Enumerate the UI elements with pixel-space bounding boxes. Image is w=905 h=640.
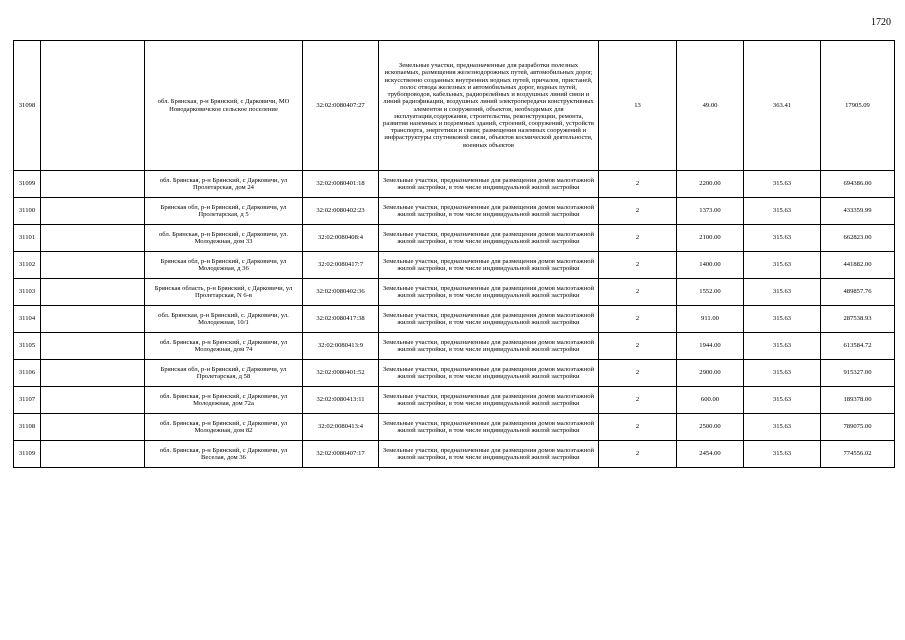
area-cell: 1944.00: [677, 333, 744, 360]
table-row: [14, 441, 895, 468]
address-cell: Брянская область, р-н Брянский, с Дарковичи, ул Пролетарская, N 6-в: [145, 279, 303, 306]
land-use-cell: Земельные участки, предназначенные для размещения домов малоэтажной жилой застройки, в том числе индивидуальной жилой застройки: [379, 387, 599, 414]
cadastral-number-cell: 32:02:0080413:9: [303, 333, 379, 360]
area-cell: 600.00: [677, 387, 744, 414]
category-cell: 2: [599, 333, 677, 360]
empty-cell: [41, 441, 145, 468]
land-use-cell: Земельные участки, предназначенные для размещения домов малоэтажной жилой застройки, в том числе индивидуальной жилой застройки: [379, 252, 599, 279]
cadastral-number-cell: 32:02:0080417:38: [303, 306, 379, 333]
land-use-cell: Земельные участки, предназначенные для размещения домов малоэтажной жилой застройки, в том числе индивидуальной жилой застройки: [379, 441, 599, 468]
empty-cell: [41, 252, 145, 279]
cadastral-value-cell: 694386.00: [821, 171, 895, 198]
land-use-cell: Земельные участки, предназначенные для размещения домов малоэтажной жилой застройки, в том числе индивидуальной жилой застройки: [379, 198, 599, 225]
land-use-cell: Земельные участки, предназначенные для размещения домов малоэтажной жилой застройки, в том числе индивидуальной жилой застройки: [379, 279, 599, 306]
cadastral-number-cell: 32:02:0080402:23: [303, 198, 379, 225]
cadastral-number-cell: 32:02:0080407:27: [303, 41, 379, 171]
category-cell: 2: [599, 171, 677, 198]
specific-value-cell: 315.63: [744, 360, 821, 387]
table-row: [14, 414, 895, 441]
row-number: 31104: [14, 306, 41, 333]
address-cell: обл. Брянская, р-н Брянский, с Дарковичи, ул Молодежная, дом 72а: [145, 387, 303, 414]
row-number: 31101: [14, 225, 41, 252]
area-cell: 49.00: [677, 41, 744, 171]
table-body: [14, 41, 895, 468]
empty-cell: [41, 171, 145, 198]
area-cell: 2500.00: [677, 414, 744, 441]
land-use-cell: Земельные участки, предназначенные для размещения домов малоэтажной жилой застройки, в том числе индивидуальной жилой застройки: [379, 360, 599, 387]
specific-value-cell: 315.63: [744, 171, 821, 198]
specific-value-cell: 315.63: [744, 225, 821, 252]
empty-cell: [41, 279, 145, 306]
cadastral-value-cell: 774556.02: [821, 441, 895, 468]
cadastral-value-cell: 662823.00: [821, 225, 895, 252]
cadastral-number-cell: 32:02:0080407:17: [303, 441, 379, 468]
cadastral-value-cell: 441882.00: [821, 252, 895, 279]
area-cell: 1552.00: [677, 279, 744, 306]
table-row: [14, 360, 895, 387]
address-cell: обл. Брянская, р-н Брянский, с Дарковичи, ул Молодежная, дом 82: [145, 414, 303, 441]
specific-value-cell: 315.63: [744, 252, 821, 279]
row-number: 31109: [14, 441, 41, 468]
category-cell: 13: [599, 41, 677, 171]
cadastral-value-cell: 489857.76: [821, 279, 895, 306]
land-use-cell: Земельные участки, предназначенные для размещения домов малоэтажной жилой застройки, в том числе индивидуальной жилой застройки: [379, 333, 599, 360]
table-row: [14, 387, 895, 414]
land-use-cell: Земельные участки, предназначенные для размещения домов малоэтажной жилой застройки, в том числе индивидуальной жилой застройки: [379, 414, 599, 441]
cadastral-number-cell: 32:02:0080413:4: [303, 414, 379, 441]
specific-value-cell: 315.63: [744, 198, 821, 225]
cadastral-number-cell: 32:02:0080417:7: [303, 252, 379, 279]
table-row: [14, 279, 895, 306]
empty-cell: [41, 414, 145, 441]
table-row: [14, 306, 895, 333]
address-cell: обл. Брянская, р-н Брянский, с Дарковичи, ул Веселая, дом 36: [145, 441, 303, 468]
cadastral-number-cell: 32:02:0080401:18: [303, 171, 379, 198]
address-cell: обл. Брянская, р-н Брянский, с Дарковичи, ул Пролетарская, дом 24: [145, 171, 303, 198]
row-number: 31102: [14, 252, 41, 279]
cadastral-value-cell: 189378.00: [821, 387, 895, 414]
table-row: [14, 333, 895, 360]
row-number: 31105: [14, 333, 41, 360]
page-number: 1720: [871, 17, 891, 28]
empty-cell: [41, 360, 145, 387]
empty-cell: [41, 306, 145, 333]
area-cell: 2900.00: [677, 360, 744, 387]
address-cell: обл. Брянская, р-н Брянский, с Дарковичи, ул Молодежная, дом 74: [145, 333, 303, 360]
address-cell: обл. Брянская, р-н Брянский, с Дарковичи, МО Новодарковичское сельское поселение: [145, 41, 303, 171]
table-row: [14, 225, 895, 252]
specific-value-cell: 315.63: [744, 333, 821, 360]
specific-value-cell: 315.63: [744, 441, 821, 468]
category-cell: 2: [599, 414, 677, 441]
cadastral-value-cell: 915327.00: [821, 360, 895, 387]
address-cell: обл. Брянская, р-н Брянский, с Дарковичи, ул. Молодежная, дом 33: [145, 225, 303, 252]
area-cell: 1373.00: [677, 198, 744, 225]
category-cell: 2: [599, 225, 677, 252]
row-number: 31108: [14, 414, 41, 441]
cadastral-value-cell: 287538.93: [821, 306, 895, 333]
category-cell: 2: [599, 360, 677, 387]
land-use-cell: Земельные участки, предназначенные для размещения домов малоэтажной жилой застройки, в том числе индивидуальной жилой застройки: [379, 306, 599, 333]
cadastral-value-cell: 789075.00: [821, 414, 895, 441]
address-cell: обл. Брянская, р-н Брянский, с. Дарковичи, ул. Молодежная, 10/1: [145, 306, 303, 333]
empty-cell: [41, 41, 145, 171]
category-cell: 2: [599, 441, 677, 468]
cadastral-number-cell: 32:02:0080413:11: [303, 387, 379, 414]
row-number: 31103: [14, 279, 41, 306]
table-row: [14, 41, 895, 171]
address-cell: Брянская обл, р-н Брянский, с Дарковичи, ул Пролетарская, д 58: [145, 360, 303, 387]
category-cell: 2: [599, 252, 677, 279]
cadastral-value-cell: 613584.72: [821, 333, 895, 360]
category-cell: 2: [599, 198, 677, 225]
land-use-cell: Земельные участки, предназначенные для разработки полезных ископаемых, размещения железнодорожных путей, автомобильных дорог, искусственно созданных внутренних водных путей, причалов, пристаней, полос отвода железных и автомобильных дорог, водных путей, трубопроводов, кабельных, радиорелейных и воздушных линий связи и линий радиофикации, воздушных линий электропередачи конструктивных элементов и сооружений, объектов, необходимых для эксплуатации,содержания, строительства, реконструкции, ремонта, развития наземных и подземных зданий, строений, сооружений, устройств транспорта, энергетики и связи; размещения наземных сооружений и инфраструктуры спутниковой связи, объектов космической деятельности, военных объектов: [379, 41, 599, 171]
cadastral-value-cell: 17905.09: [821, 41, 895, 171]
row-number: 31100: [14, 198, 41, 225]
table-row: [14, 198, 895, 225]
specific-value-cell: 315.63: [744, 387, 821, 414]
row-number: 31098: [14, 41, 41, 171]
row-number: 31106: [14, 360, 41, 387]
category-cell: 2: [599, 387, 677, 414]
cadastral-value-cell: 433359.99: [821, 198, 895, 225]
land-use-cell: Земельные участки, предназначенные для размещения домов малоэтажной жилой застройки, в том числе индивидуальной жилой застройки: [379, 225, 599, 252]
area-cell: 2200.00: [677, 171, 744, 198]
area-cell: 2454.00: [677, 441, 744, 468]
address-cell: Брянская обл, р-н Брянский, с Дарковичи, ул Пролетарская, д 5: [145, 198, 303, 225]
empty-cell: [41, 198, 145, 225]
specific-value-cell: 315.63: [744, 279, 821, 306]
cadastral-number-cell: 32:02:0080401:52: [303, 360, 379, 387]
land-use-cell: Земельные участки, предназначенные для размещения домов малоэтажной жилой застройки, в том числе индивидуальной жилой застройки: [379, 171, 599, 198]
empty-cell: [41, 387, 145, 414]
area-cell: 2100.00: [677, 225, 744, 252]
category-cell: 2: [599, 279, 677, 306]
cadastral-value-table: [13, 40, 895, 468]
empty-cell: [41, 225, 145, 252]
address-cell: Брянская обл, р-н Брянский, с Дарковичи, ул Молодежная, д 36: [145, 252, 303, 279]
row-number: 31099: [14, 171, 41, 198]
cadastral-number-cell: 32:02:0080408:4: [303, 225, 379, 252]
table-row: [14, 171, 895, 198]
category-cell: 2: [599, 306, 677, 333]
cadastral-number-cell: 32:02:0080402:36: [303, 279, 379, 306]
area-cell: 1400.00: [677, 252, 744, 279]
empty-cell: [41, 333, 145, 360]
table-row: [14, 252, 895, 279]
specific-value-cell: 363.41: [744, 41, 821, 171]
specific-value-cell: 315.63: [744, 414, 821, 441]
area-cell: 911.00: [677, 306, 744, 333]
row-number: 31107: [14, 387, 41, 414]
specific-value-cell: 315.63: [744, 306, 821, 333]
